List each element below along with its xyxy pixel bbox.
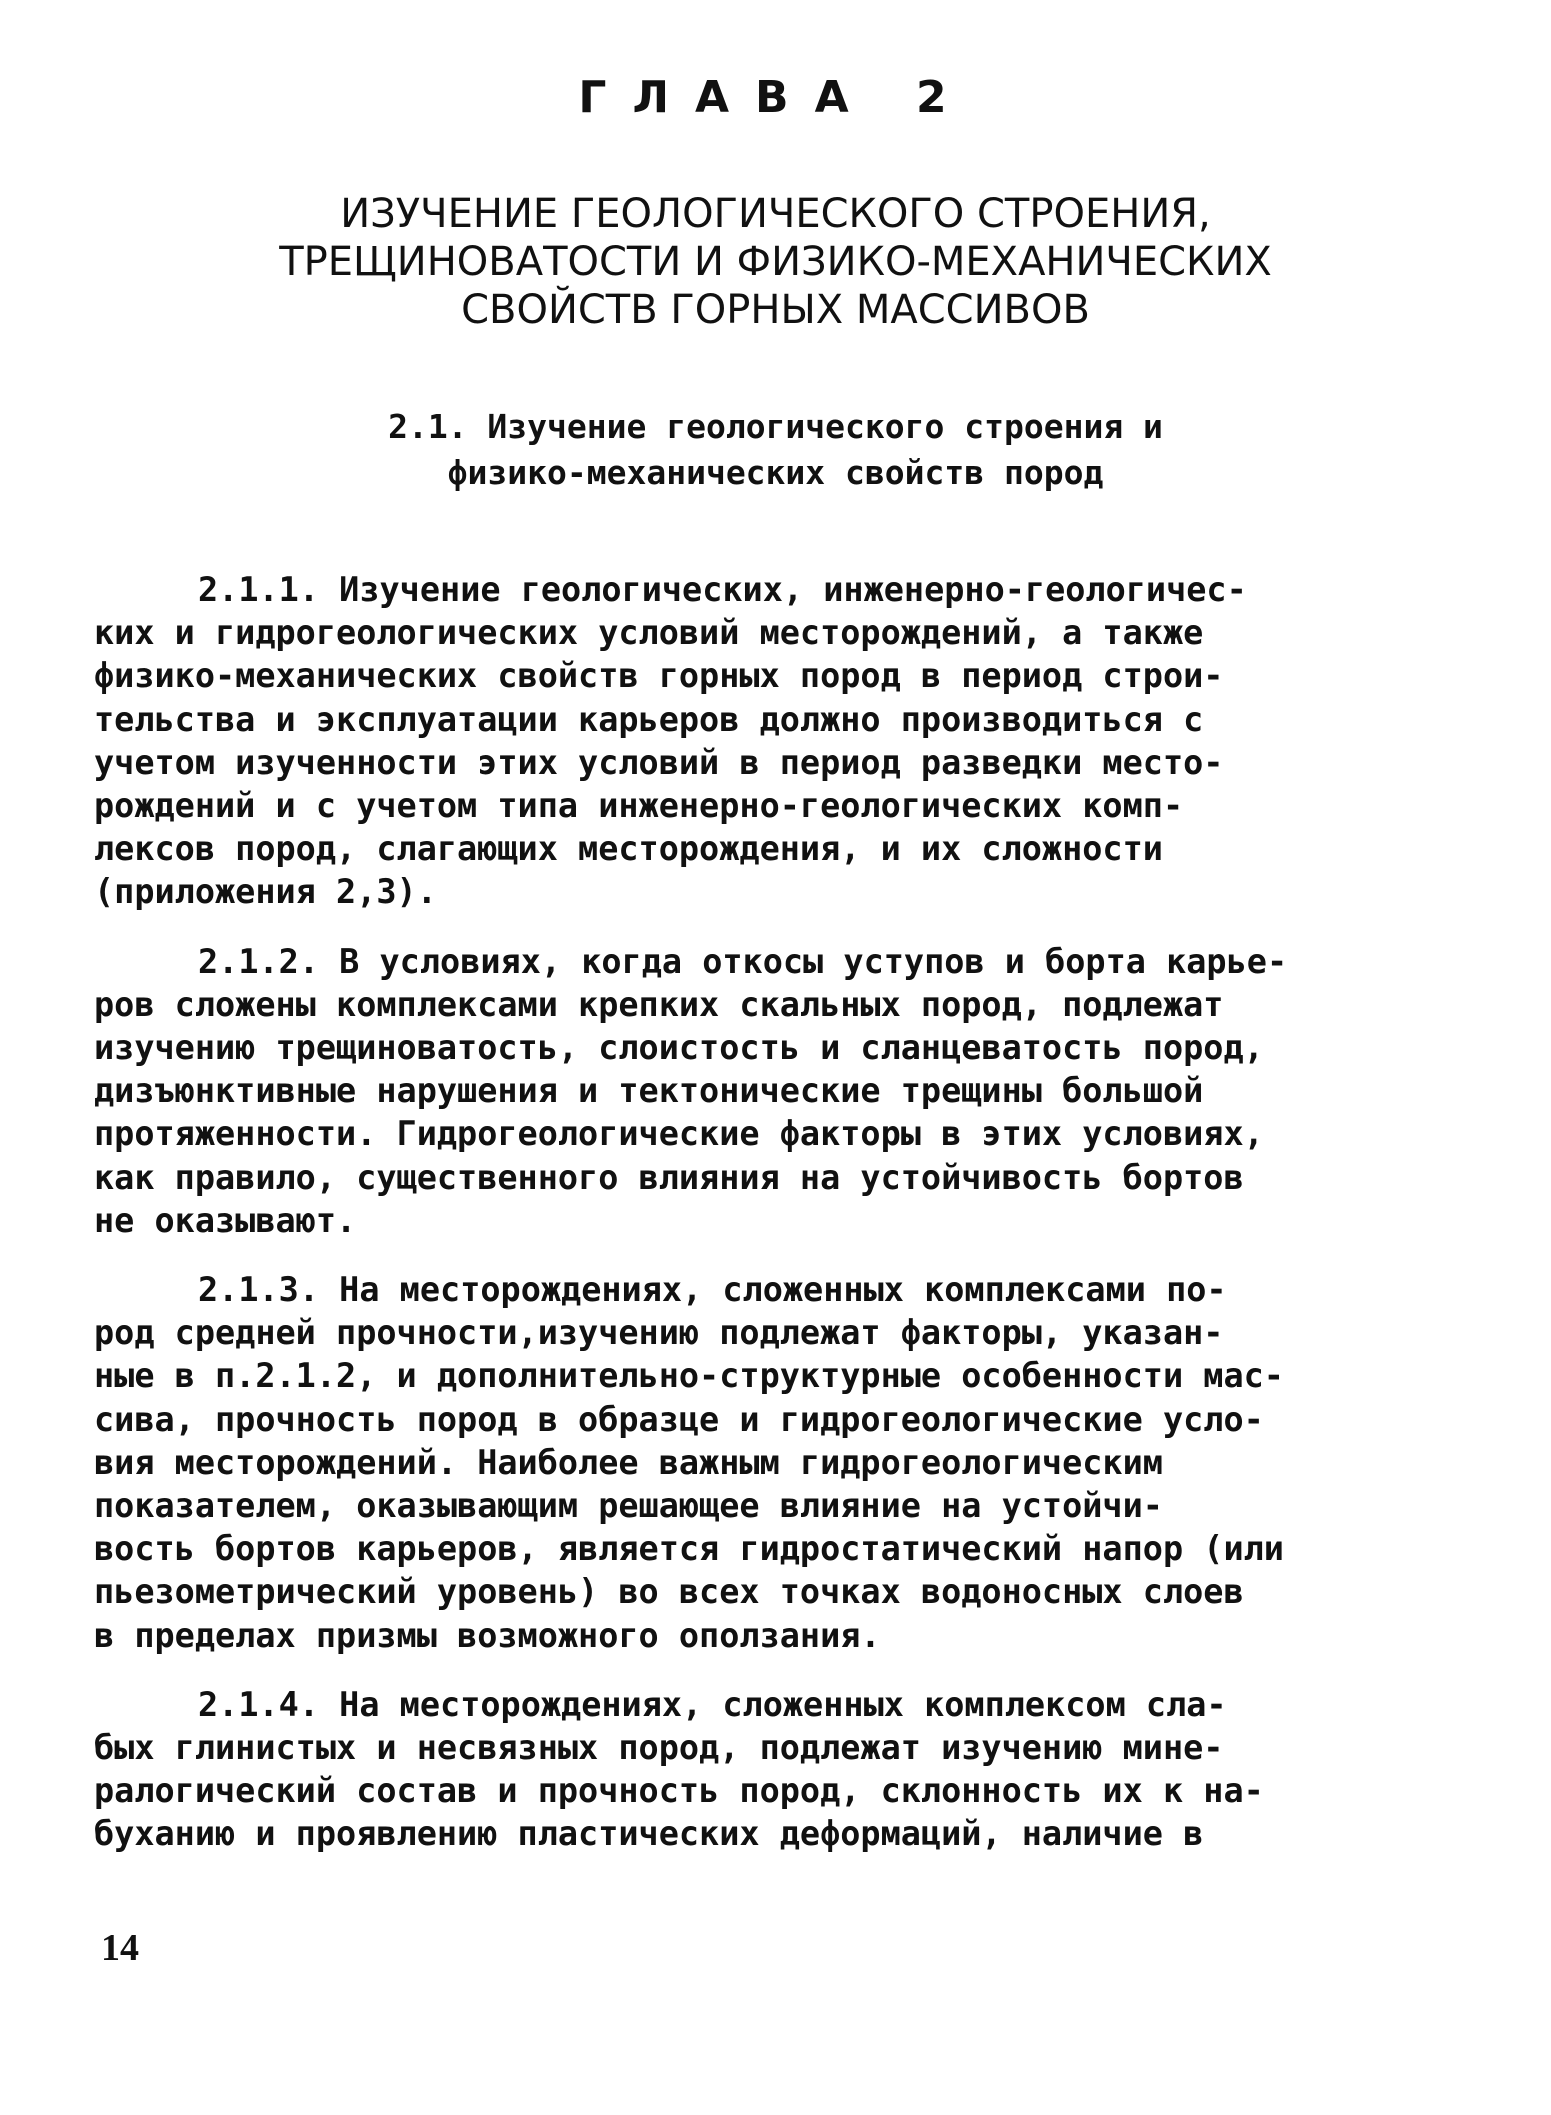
text-line: дизъюнктивные нарушения и тектонические трещины большой [94,1071,1204,1111]
text-line: (приложения 2,3). [94,872,437,912]
section-title-line: 2.1. Изучение геологического строения и [388,407,1163,446]
text-line: буханию и проявлению пластических деформаций, наличие в [94,1814,1204,1854]
paragraph-2-1-4 [94,1683,1434,1856]
chapter-title-line: СВОЙСТВ ГОРНЫХ МАССИВОВ [461,287,1090,333]
section-title [180,404,1371,496]
section-title-line: физико-механических свойств пород [447,453,1104,492]
text-line: изучению трещиноватость, слоистость и сланцеватость пород, [94,1028,1264,1068]
text-line: род средней прочности,изучению подлежат факторы, указан- [94,1313,1224,1353]
chapter-title-line: ИЗУЧЕНИЕ ГЕОЛОГИЧЕСКОГО СТРОЕНИЯ, [340,191,1211,237]
text-line: 2.1.4. На месторождениях, сложенных комплексом сла- [198,1684,1227,1724]
text-line: сива, прочность пород в образце и гидрогеологические усло- [94,1399,1264,1439]
text-line: тельства и эксплуатации карьеров должно производиться с [94,699,1204,739]
text-line: лексов пород, слагающих месторождения, и их сложности [94,829,1163,869]
text-line: бых глинистых и несвязных пород, подлежат изучению мине- [94,1728,1224,1768]
text-line: не оказывают. [94,1200,357,1240]
text-line: 2.1.1. Изучение геологических, инженерно-геологичес- [198,570,1247,609]
text-line: учетом изученности этих условий в период разведки место- [94,742,1224,782]
text-line: как правило, существенного влияния на устойчивость бортов [94,1157,1244,1197]
chapter-label: ГЛАВА 2 [578,72,973,123]
text-line: вия месторождений. Наиболее важным гидрогеологическим [94,1442,1163,1482]
page-number: 14 [101,1927,139,1969]
chapter-title-line: ТРЕЩИНОВАТОСТИ И ФИЗИКО-МЕХАНИЧЕСКИХ [279,239,1272,285]
body-text [94,568,1434,1882]
text-line: ких и гидрогеологических условий месторождений, а также [94,613,1204,653]
text-line: физико-механических свойств горных пород в период строи- [94,656,1224,696]
chapter-title [100,190,1451,334]
text-line: вость бортов карьеров, является гидростатический напор (или [94,1529,1284,1569]
text-line: рождений и с учетом типа инженерно-геологических комп- [94,786,1184,826]
text-line: в пределах призмы возможного оползания. [94,1615,881,1655]
paragraph-2-1-3 [94,1268,1434,1657]
text-line: ные в п.2.1.2, и дополнительно-структурные особенности мас- [94,1356,1284,1396]
paragraph-2-1-2 [94,940,1434,1242]
paragraph-2-1-1 [94,568,1434,914]
text-line: ров сложены комплексами крепких скальных пород, подлежат [94,984,1224,1024]
text-line: пьезометрический уровень) во всех точках водоносных слоев [94,1572,1244,1612]
text-line: 2.1.3. На месторождениях, сложенных комплексами по- [198,1270,1227,1310]
text-line: протяженности. Гидрогеологические факторы в этих условиях, [94,1114,1264,1154]
text-line: ралогический состав и прочность пород, склонность их к на- [94,1771,1264,1811]
text-line: показателем, оказывающим решающее влияние на устойчи- [94,1486,1163,1526]
text-line: 2.1.2. В условиях, когда откосы уступов и борта карье- [198,941,1288,981]
